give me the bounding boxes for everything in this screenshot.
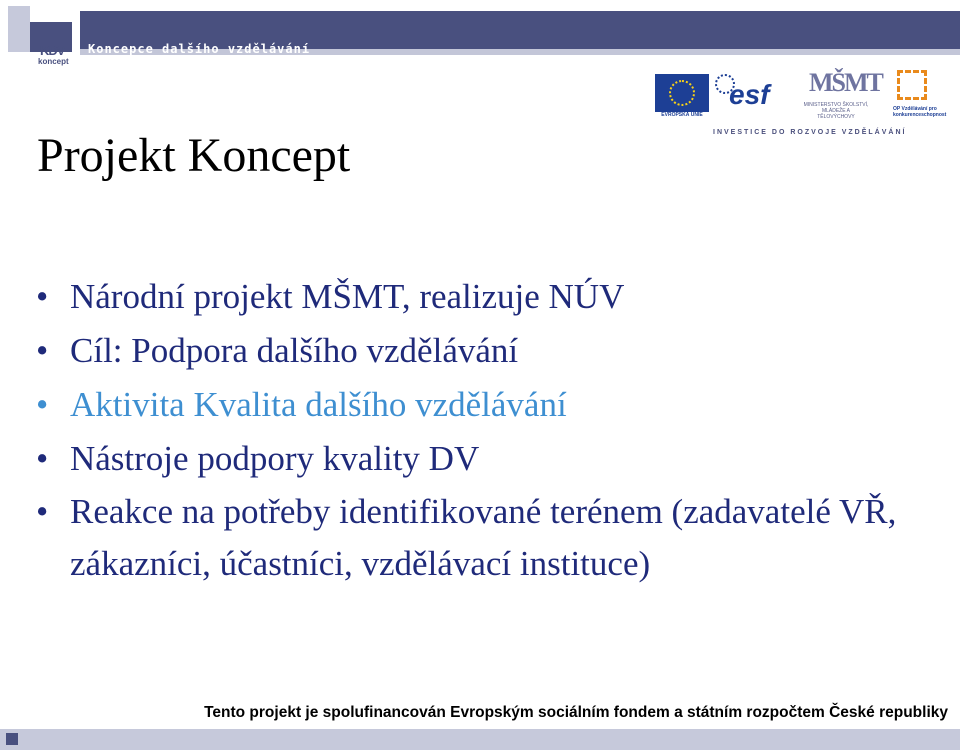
bullet-icon: • — [36, 331, 49, 370]
eu-label: EVROPSKÁ UNIE — [661, 112, 703, 118]
bullet-item — [36, 486, 936, 590]
bullet-text: Národní projekt MŠMT, realizuje NÚV — [70, 277, 625, 316]
msmt-mark: MŠMT — [809, 68, 882, 97]
msmt-logo — [803, 68, 882, 124]
footer-square — [6, 733, 18, 745]
bullet-list — [36, 270, 936, 590]
esf-logo — [715, 74, 770, 112]
op-vk-logo — [893, 68, 947, 124]
logo-text: KDV — [40, 43, 65, 58]
logo-subtext: koncept — [38, 57, 69, 66]
bullet-text: Cíl: Podpora dalšího vzdělávání — [70, 331, 519, 370]
slide-title: Projekt Koncept — [37, 129, 351, 182]
bullet-item — [36, 432, 936, 486]
bullet-text: Aktivita Kvalita dalšího vzdělávání — [70, 385, 567, 424]
bullet-item — [36, 270, 936, 324]
bullet-item — [36, 378, 936, 432]
partner-logos — [655, 68, 955, 138]
header-title: Koncepce dalšího vzdělávání — [88, 42, 311, 56]
esf-label: esf — [729, 79, 770, 110]
msmt-label: MINISTERSTVO ŠKOLSTVÍ, MLÁDEŽE A TĚLOVÝCHOVY — [803, 102, 869, 120]
op-label: OP Vzdělávání pro konkurenceschopnost — [893, 106, 947, 118]
bullet-item — [36, 324, 936, 378]
bullet-icon: • — [36, 439, 49, 478]
footer-text: Tento projekt je spolufinancován Evropským sociálním fondem a státním rozpočtem České republiky — [204, 704, 948, 721]
footer-band — [0, 729, 960, 750]
bullet-icon: • — [36, 492, 49, 531]
bullet-text: Reakce na potřeby identifikované terénem (zadavatelé VŘ, zákazníci, účastníci, vzdělávací instituce) — [70, 492, 897, 583]
eu-flag-logo — [655, 74, 709, 112]
investment-tagline: INVESTICE DO ROZVOJE VZDĚLÁVÁNÍ — [713, 129, 907, 136]
bullet-icon: • — [36, 385, 49, 424]
bullet-icon: • — [36, 277, 49, 316]
bullet-text: Nástroje podpory kvality DV — [70, 439, 480, 478]
